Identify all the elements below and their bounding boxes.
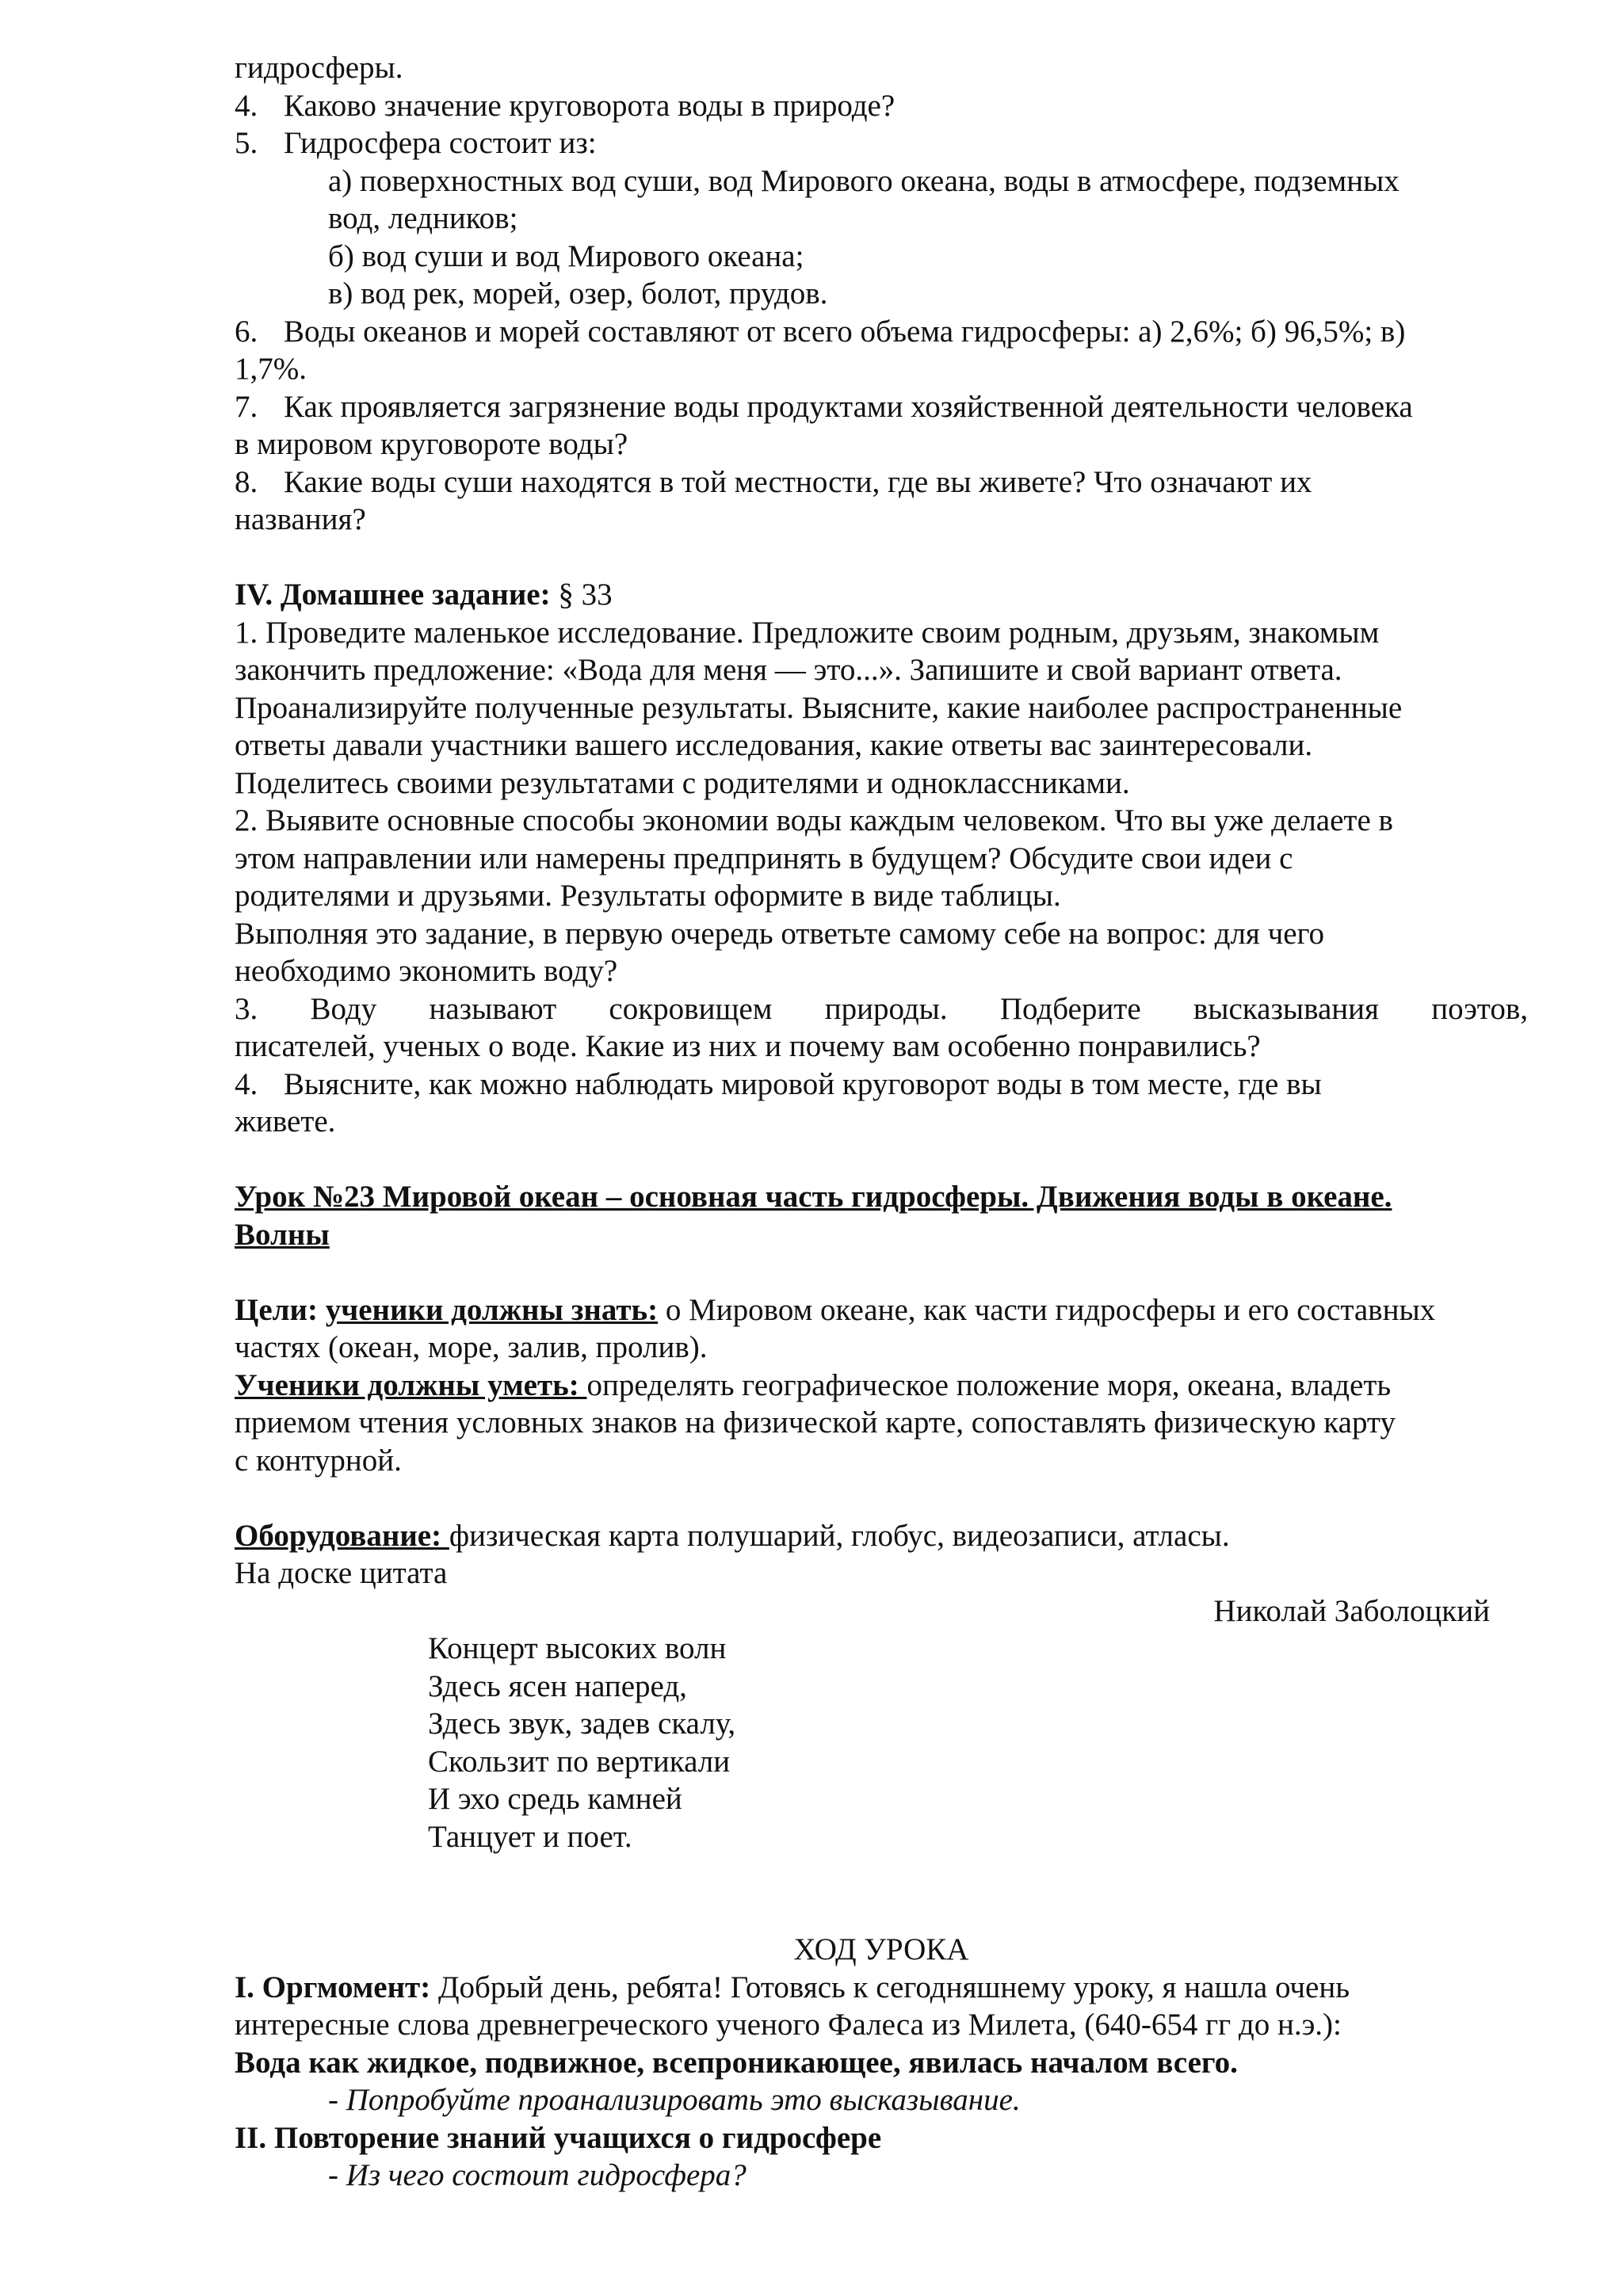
- goals-can-cont: приемом чтения условных знаков на физической карте, сопоставлять физическую карту: [235, 1405, 1396, 1440]
- spacer: [235, 539, 1528, 577]
- homework-line: Проанализируйте полученные результаты. Выясните, какие наиболее распространенные: [235, 690, 1403, 725]
- homework-line: этом направлении или намерены предпринять в будущем? Обсудите свои идеи с: [235, 841, 1293, 875]
- list-number: 7.: [235, 389, 258, 424]
- org-moment-text: Добрый день, ребята! Готовясь к сегодняшнему уроку, я нашла очень: [430, 1970, 1350, 2004]
- goals-know-text: о Мировом океане, как части гидросферы и его составных: [658, 1292, 1436, 1327]
- equipment-text: физическая карта полушарий, глобус, видеозаписи, атласы.: [449, 1518, 1230, 1553]
- homework-line: ответы давали участники вашего исследования, какие ответы вас заинтересовали.: [235, 728, 1313, 762]
- question-4: [235, 87, 1528, 125]
- goals-can-line: [235, 1367, 1528, 1405]
- list-number: 4.: [235, 1066, 258, 1101]
- spacer: [235, 1855, 1528, 1894]
- question-7: [235, 388, 1528, 426]
- homework-item-4: [235, 1066, 1528, 1104]
- lesson-title-cont: Волны: [235, 1217, 330, 1252]
- repeat-question: - Из чего состоит гидросфера?: [328, 2158, 747, 2192]
- poem-line: Здесь звук, задев скалу,: [428, 1707, 736, 1741]
- homework-ref: § 33: [550, 578, 613, 612]
- list-number: 4.: [235, 88, 258, 123]
- question-text: Воды океанов и морей составляют от всего объема гидросферы: а) 2,6%; б) 96,5%; в): [284, 314, 1406, 349]
- homework-line: Выполняя это задание, в первую очередь ответьте самому себе на вопрос: для чего: [235, 916, 1325, 951]
- list-number: 6.: [235, 314, 258, 349]
- homework-heading: [235, 576, 1528, 614]
- question-5: [235, 124, 1528, 162]
- org-moment-label: I. Оргмомент:: [235, 1970, 431, 2004]
- goals-know-label: ученики должны знать:: [325, 1292, 659, 1327]
- spacer: [235, 1141, 1528, 1179]
- thales-quote: Вода как жидкое, подвижное, всепроникающее, явилась началом всего.: [235, 2045, 1238, 2080]
- homework-item-3: 3. Воду называют сокровищем природы. Подберите высказывания поэтов,: [235, 991, 1528, 1026]
- poem-line: Танцует и поет.: [428, 1819, 632, 1854]
- question-8: [235, 463, 1528, 502]
- goals-label: Цели:: [235, 1292, 318, 1327]
- homework-item-4-cont: живете.: [235, 1104, 336, 1138]
- lesson-title: Урок №23 Мировой океан – основная часть гидросферы. Движения воды в океане.: [235, 1180, 1392, 1214]
- answer-option-a-cont: вод, ледников;: [328, 201, 518, 235]
- question-6-cont: 1,7%.: [235, 352, 307, 386]
- homework-line: Поделитесь своими результатами с родителями и одноклассниками.: [235, 765, 1130, 800]
- homework-title: IV. Домашнее задание:: [235, 578, 551, 612]
- board-quote-label: На доске цитата: [235, 1556, 448, 1590]
- quote-author: Николай Заболоцкий: [1213, 1593, 1490, 1628]
- question-text: Каково значение круговорота воды в природе?: [284, 88, 896, 123]
- goals-can-cont: с контурной.: [235, 1443, 402, 1478]
- equipment-line: [235, 1517, 1528, 1555]
- org-moment-line: [235, 1969, 1528, 2007]
- answer-option-a: а) поверхностных вод суши, вод Мирового океана, воды в атмосфере, подземных: [328, 163, 1400, 198]
- goals-can-label: Ученики должны уметь:: [235, 1367, 587, 1402]
- homework-line: необходимо экономить воду?: [235, 954, 618, 988]
- goals-can-text: определять географическое положение моря, океана, владеть: [586, 1367, 1392, 1402]
- poem-line: Концерт высоких волн: [428, 1631, 727, 1665]
- question-7-cont: в мировом круговороте воды?: [235, 427, 628, 461]
- org-moment-cont: интересные слова древнегреческого ученого Фалеса из Милета, (640-654 гг до н.э.):: [235, 2008, 1342, 2042]
- text-line: гидросферы.: [235, 51, 403, 85]
- homework-item-text: Выясните, как можно наблюдать мировой круговорот воды в том месте, где вы: [284, 1066, 1322, 1101]
- homework-line: закончить предложение: «Вода для меня — это...». Запишите и свой вариант ответа.: [235, 653, 1342, 687]
- list-number: 5.: [235, 126, 258, 160]
- poem: [235, 1630, 1528, 1855]
- answer-option-c: в) вод рек, морей, озер, болот, прудов.: [328, 277, 828, 311]
- goals-line: [235, 1291, 1528, 1329]
- spacer: [235, 1479, 1528, 1517]
- question-8-cont: названия?: [235, 502, 366, 536]
- poem-line: И эхо средь камней: [428, 1782, 682, 1816]
- equipment-label: Оборудование:: [235, 1518, 449, 1553]
- goals-know-cont: частях (океан, море, залив, пролив).: [235, 1330, 708, 1364]
- quote-task: - Попробуйте проанализировать это высказывание.: [328, 2083, 1021, 2117]
- list-number: 8.: [235, 464, 258, 499]
- homework-line: 1. Проведите маленькое исследование. Предложите своим родным, друзьям, знакомым: [235, 615, 1380, 650]
- homework-line: 2. Выявите основные способы экономии воды каждым человеком. Что вы уже делаете в: [235, 803, 1393, 837]
- answer-option-b: б) вод суши и вод Мирового океана;: [328, 238, 804, 273]
- repeat-heading: II. Повторение знаний учащихся о гидросфере: [235, 2120, 882, 2155]
- spacer: [235, 1253, 1528, 1291]
- question-text: Какие воды суши находятся в той местности, где вы живете? Что означают их: [284, 464, 1312, 499]
- homework-line: родителями и друзьями. Результаты оформите в виде таблицы.: [235, 879, 1061, 913]
- poem-line: Здесь ясен наперед,: [428, 1669, 687, 1703]
- poem-line: Скользит по вертикали: [428, 1744, 731, 1779]
- question-6: [235, 313, 1528, 351]
- question-text: Как проявляется загрязнение воды продуктами хозяйственной деятельности человека: [284, 389, 1413, 424]
- lesson-course-title: ХОД УРОКА: [793, 1932, 969, 1966]
- homework-item-3-cont: писателей, ученых о воде. Какие из них и почему вам особенно понравились?: [235, 1029, 1261, 1063]
- question-text: Гидросфера состоит из:: [284, 126, 597, 160]
- spacer: [235, 1894, 1528, 1932]
